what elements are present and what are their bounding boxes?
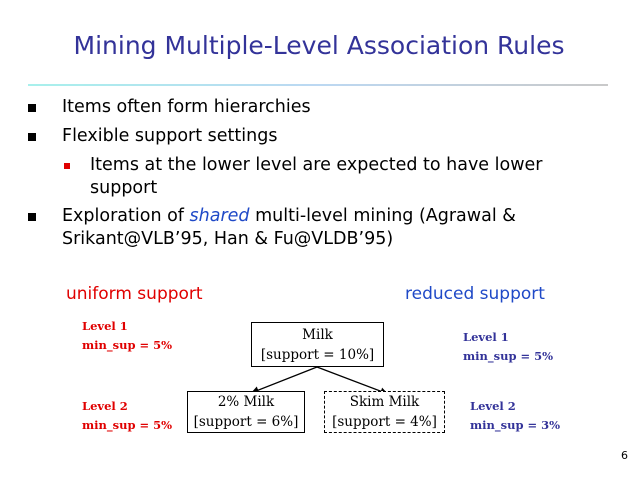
reduced-level2-title: Level 2 [470, 399, 516, 413]
uniform-level1-minsup: min_sup = 5% [82, 338, 173, 352]
skim-milk-node-name: Skim Milk [349, 394, 420, 410]
bullet-text-hierarchies: Items often form hierarchies [62, 97, 311, 117]
2pct-milk-node [187, 391, 305, 433]
sub-bullet-text-line2: support [90, 178, 158, 198]
uniform-support-label: uniform support [66, 284, 203, 304]
shared-emphasis: shared [189, 206, 250, 226]
edge-milk-to-2pct [251, 367, 317, 393]
uniform-level2-title: Level 2 [82, 399, 128, 413]
slide-title: Mining Multiple-Level Association Rules [73, 31, 565, 60]
exploration-pre: Exploration of [62, 206, 190, 226]
milk-node-name: Milk [302, 327, 333, 343]
edge-milk-to-skim [317, 367, 388, 394]
bullet-text-flexible-support: Flexible support settings [62, 126, 278, 146]
page-number: 6 [621, 449, 628, 462]
2pct-milk-node-support: [support = 6%] [193, 414, 299, 430]
bullet-text-exploration-line2: Srikant@VLB’95, Han & Fu@VLDB’95) [62, 229, 394, 249]
2pct-milk-node-name: 2% Milk [217, 394, 275, 410]
reduced-level1-title: Level 1 [463, 330, 509, 344]
uniform-level1-title: Level 1 [82, 319, 128, 333]
uniform-level2-minsup: min_sup = 5% [82, 418, 173, 432]
milk-node-support: [support = 10%] [260, 347, 375, 363]
exploration-post: multi-level mining (Agrawal & [249, 206, 516, 226]
sub-bullet-text-line1: Items at the lower level are expected to have lower [90, 155, 543, 175]
reduced-level2-minsup: min_sup = 3% [470, 418, 561, 432]
skim-milk-node-support: [support = 4%] [332, 414, 437, 430]
milk-node [251, 322, 384, 367]
skim-milk-node [324, 391, 445, 433]
reduced-level1-minsup: min_sup = 5% [463, 349, 554, 363]
reduced-support-label: reduced support [405, 284, 545, 304]
